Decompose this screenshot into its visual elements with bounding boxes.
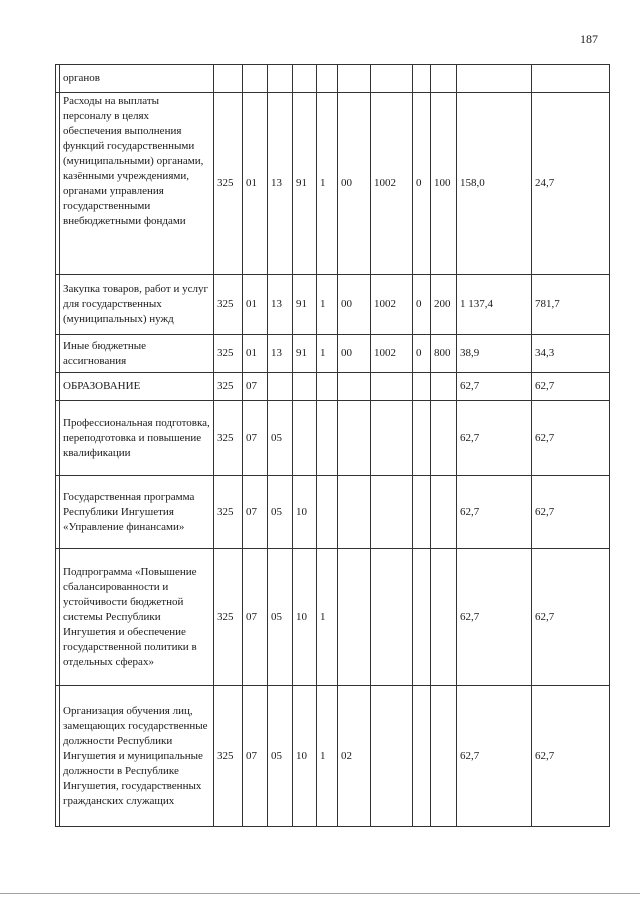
cell-c7: 1002	[371, 275, 413, 335]
cell-c4: 10	[293, 549, 317, 686]
cell-c3: 05	[268, 549, 293, 686]
cell-c3	[268, 65, 293, 93]
row-name-cell: органов	[60, 65, 214, 93]
row-name-cell: ОБРАЗОВАНИЕ	[60, 373, 214, 401]
cell-c5	[317, 401, 338, 476]
cell-v2: 24,7	[532, 93, 610, 275]
cell-c8	[413, 476, 431, 549]
cell-c7	[371, 549, 413, 686]
cell-c8	[413, 549, 431, 686]
table-row	[56, 549, 610, 686]
row-name-cell: Государственная программа Республики Ингушетия «Управление финансами»	[60, 476, 214, 549]
cell-c5: 1	[317, 335, 338, 373]
cell-c7	[371, 373, 413, 401]
cell-c8	[413, 65, 431, 93]
cell-c8	[413, 401, 431, 476]
table-row	[56, 476, 610, 549]
cell-c8: 0	[413, 275, 431, 335]
cell-c4: 10	[293, 686, 317, 827]
cell-c9	[431, 65, 457, 93]
cell-c8	[413, 373, 431, 401]
cell-v2: 34,3	[532, 335, 610, 373]
cell-c3	[268, 373, 293, 401]
cell-v2: 62,7	[532, 476, 610, 549]
cell-v1: 1 137,4	[457, 275, 532, 335]
cell-c2: 07	[243, 401, 268, 476]
cell-v2: 62,7	[532, 401, 610, 476]
cell-c9	[431, 476, 457, 549]
row-name-cell: Организация обучения лиц, замещающих государственные должности Республики Ингушетия и муниципальные должности в Республике Ингушетия, государственных гражданских служащих	[60, 686, 214, 827]
cell-c8	[413, 686, 431, 827]
cell-c2: 01	[243, 275, 268, 335]
cell-c2: 07	[243, 686, 268, 827]
cell-c6	[338, 476, 371, 549]
cell-c6	[338, 373, 371, 401]
cell-v1: 62,7	[457, 401, 532, 476]
cell-c2: 07	[243, 373, 268, 401]
cell-c6: 00	[338, 335, 371, 373]
table-row	[56, 93, 610, 275]
table-row	[56, 373, 610, 401]
cell-c5: 1	[317, 686, 338, 827]
row-name-cell: Подпрограмма «Повышение сбалансированности и устойчивости бюджетной системы Республики Ингушетия и обеспечение государственной политики в отдельных сферах»	[60, 549, 214, 686]
cell-c5: 1	[317, 549, 338, 686]
cell-c4: 10	[293, 476, 317, 549]
cell-c3: 05	[268, 686, 293, 827]
cell-c3: 13	[268, 275, 293, 335]
cell-c1: 325	[214, 686, 243, 827]
cell-c9	[431, 373, 457, 401]
cell-c9	[431, 401, 457, 476]
cell-c6: 02	[338, 686, 371, 827]
cell-c5	[317, 476, 338, 549]
cell-c4	[293, 373, 317, 401]
cell-c9: 200	[431, 275, 457, 335]
cell-c1: 325	[214, 93, 243, 275]
cell-c3: 05	[268, 476, 293, 549]
cell-c2	[243, 65, 268, 93]
cell-c6	[338, 401, 371, 476]
budget-table	[55, 64, 610, 827]
cell-c1	[214, 65, 243, 93]
cell-c7	[371, 686, 413, 827]
cell-c1: 325	[214, 275, 243, 335]
cell-c1: 325	[214, 476, 243, 549]
cell-v2: 781,7	[532, 275, 610, 335]
cell-c7: 1002	[371, 335, 413, 373]
cell-c9	[431, 686, 457, 827]
cell-c7	[371, 476, 413, 549]
cell-v1: 38,9	[457, 335, 532, 373]
page-number: 187	[580, 32, 598, 46]
cell-c6: 00	[338, 275, 371, 335]
table-row	[56, 275, 610, 335]
cell-c4	[293, 401, 317, 476]
cell-c9	[431, 549, 457, 686]
cell-c5	[317, 373, 338, 401]
cell-c8: 0	[413, 93, 431, 275]
table-row	[56, 65, 610, 93]
cell-c5	[317, 65, 338, 93]
cell-v1: 62,7	[457, 686, 532, 827]
cell-c6	[338, 549, 371, 686]
row-name-cell: Профессиональная подготовка, переподготовка и повышение квалификации	[60, 401, 214, 476]
bottom-rule	[0, 893, 640, 894]
cell-c3: 13	[268, 93, 293, 275]
cell-c4	[293, 65, 317, 93]
cell-c9: 800	[431, 335, 457, 373]
cell-v1: 62,7	[457, 549, 532, 686]
cell-c3: 13	[268, 335, 293, 373]
table-row	[56, 401, 610, 476]
cell-v1: 158,0	[457, 93, 532, 275]
cell-c4: 91	[293, 93, 317, 275]
row-name-cell: Иные бюджетные ассигнования	[60, 335, 214, 373]
cell-c8: 0	[413, 335, 431, 373]
cell-c2: 07	[243, 476, 268, 549]
cell-c7	[371, 65, 413, 93]
cell-c1: 325	[214, 549, 243, 686]
cell-c2: 01	[243, 93, 268, 275]
cell-c7	[371, 401, 413, 476]
cell-c5: 1	[317, 93, 338, 275]
cell-c3: 05	[268, 401, 293, 476]
cell-c5: 1	[317, 275, 338, 335]
cell-v1: 62,7	[457, 373, 532, 401]
cell-c4: 91	[293, 335, 317, 373]
cell-c1: 325	[214, 401, 243, 476]
cell-c2: 01	[243, 335, 268, 373]
table-row	[56, 686, 610, 827]
cell-v1: 62,7	[457, 476, 532, 549]
cell-v2: 62,7	[532, 549, 610, 686]
cell-v2: 62,7	[532, 686, 610, 827]
table-row	[56, 335, 610, 373]
cell-v2: 62,7	[532, 373, 610, 401]
cell-v2	[532, 65, 610, 93]
cell-c4: 91	[293, 275, 317, 335]
cell-c9: 100	[431, 93, 457, 275]
row-name-cell: Закупка товаров, работ и услуг для государственных (муниципальных) нужд	[60, 275, 214, 335]
row-name-cell: Расходы на выплаты персоналу в целях обеспечения выполнения функций государственными (муниципальными) органами, казёнными учреждениями, органами управления государственными внебюджетными фондами	[60, 93, 214, 275]
cell-v1	[457, 65, 532, 93]
cell-c1: 325	[214, 373, 243, 401]
cell-c6: 00	[338, 93, 371, 275]
cell-c6	[338, 65, 371, 93]
cell-c7: 1002	[371, 93, 413, 275]
cell-c1: 325	[214, 335, 243, 373]
cell-c2: 07	[243, 549, 268, 686]
